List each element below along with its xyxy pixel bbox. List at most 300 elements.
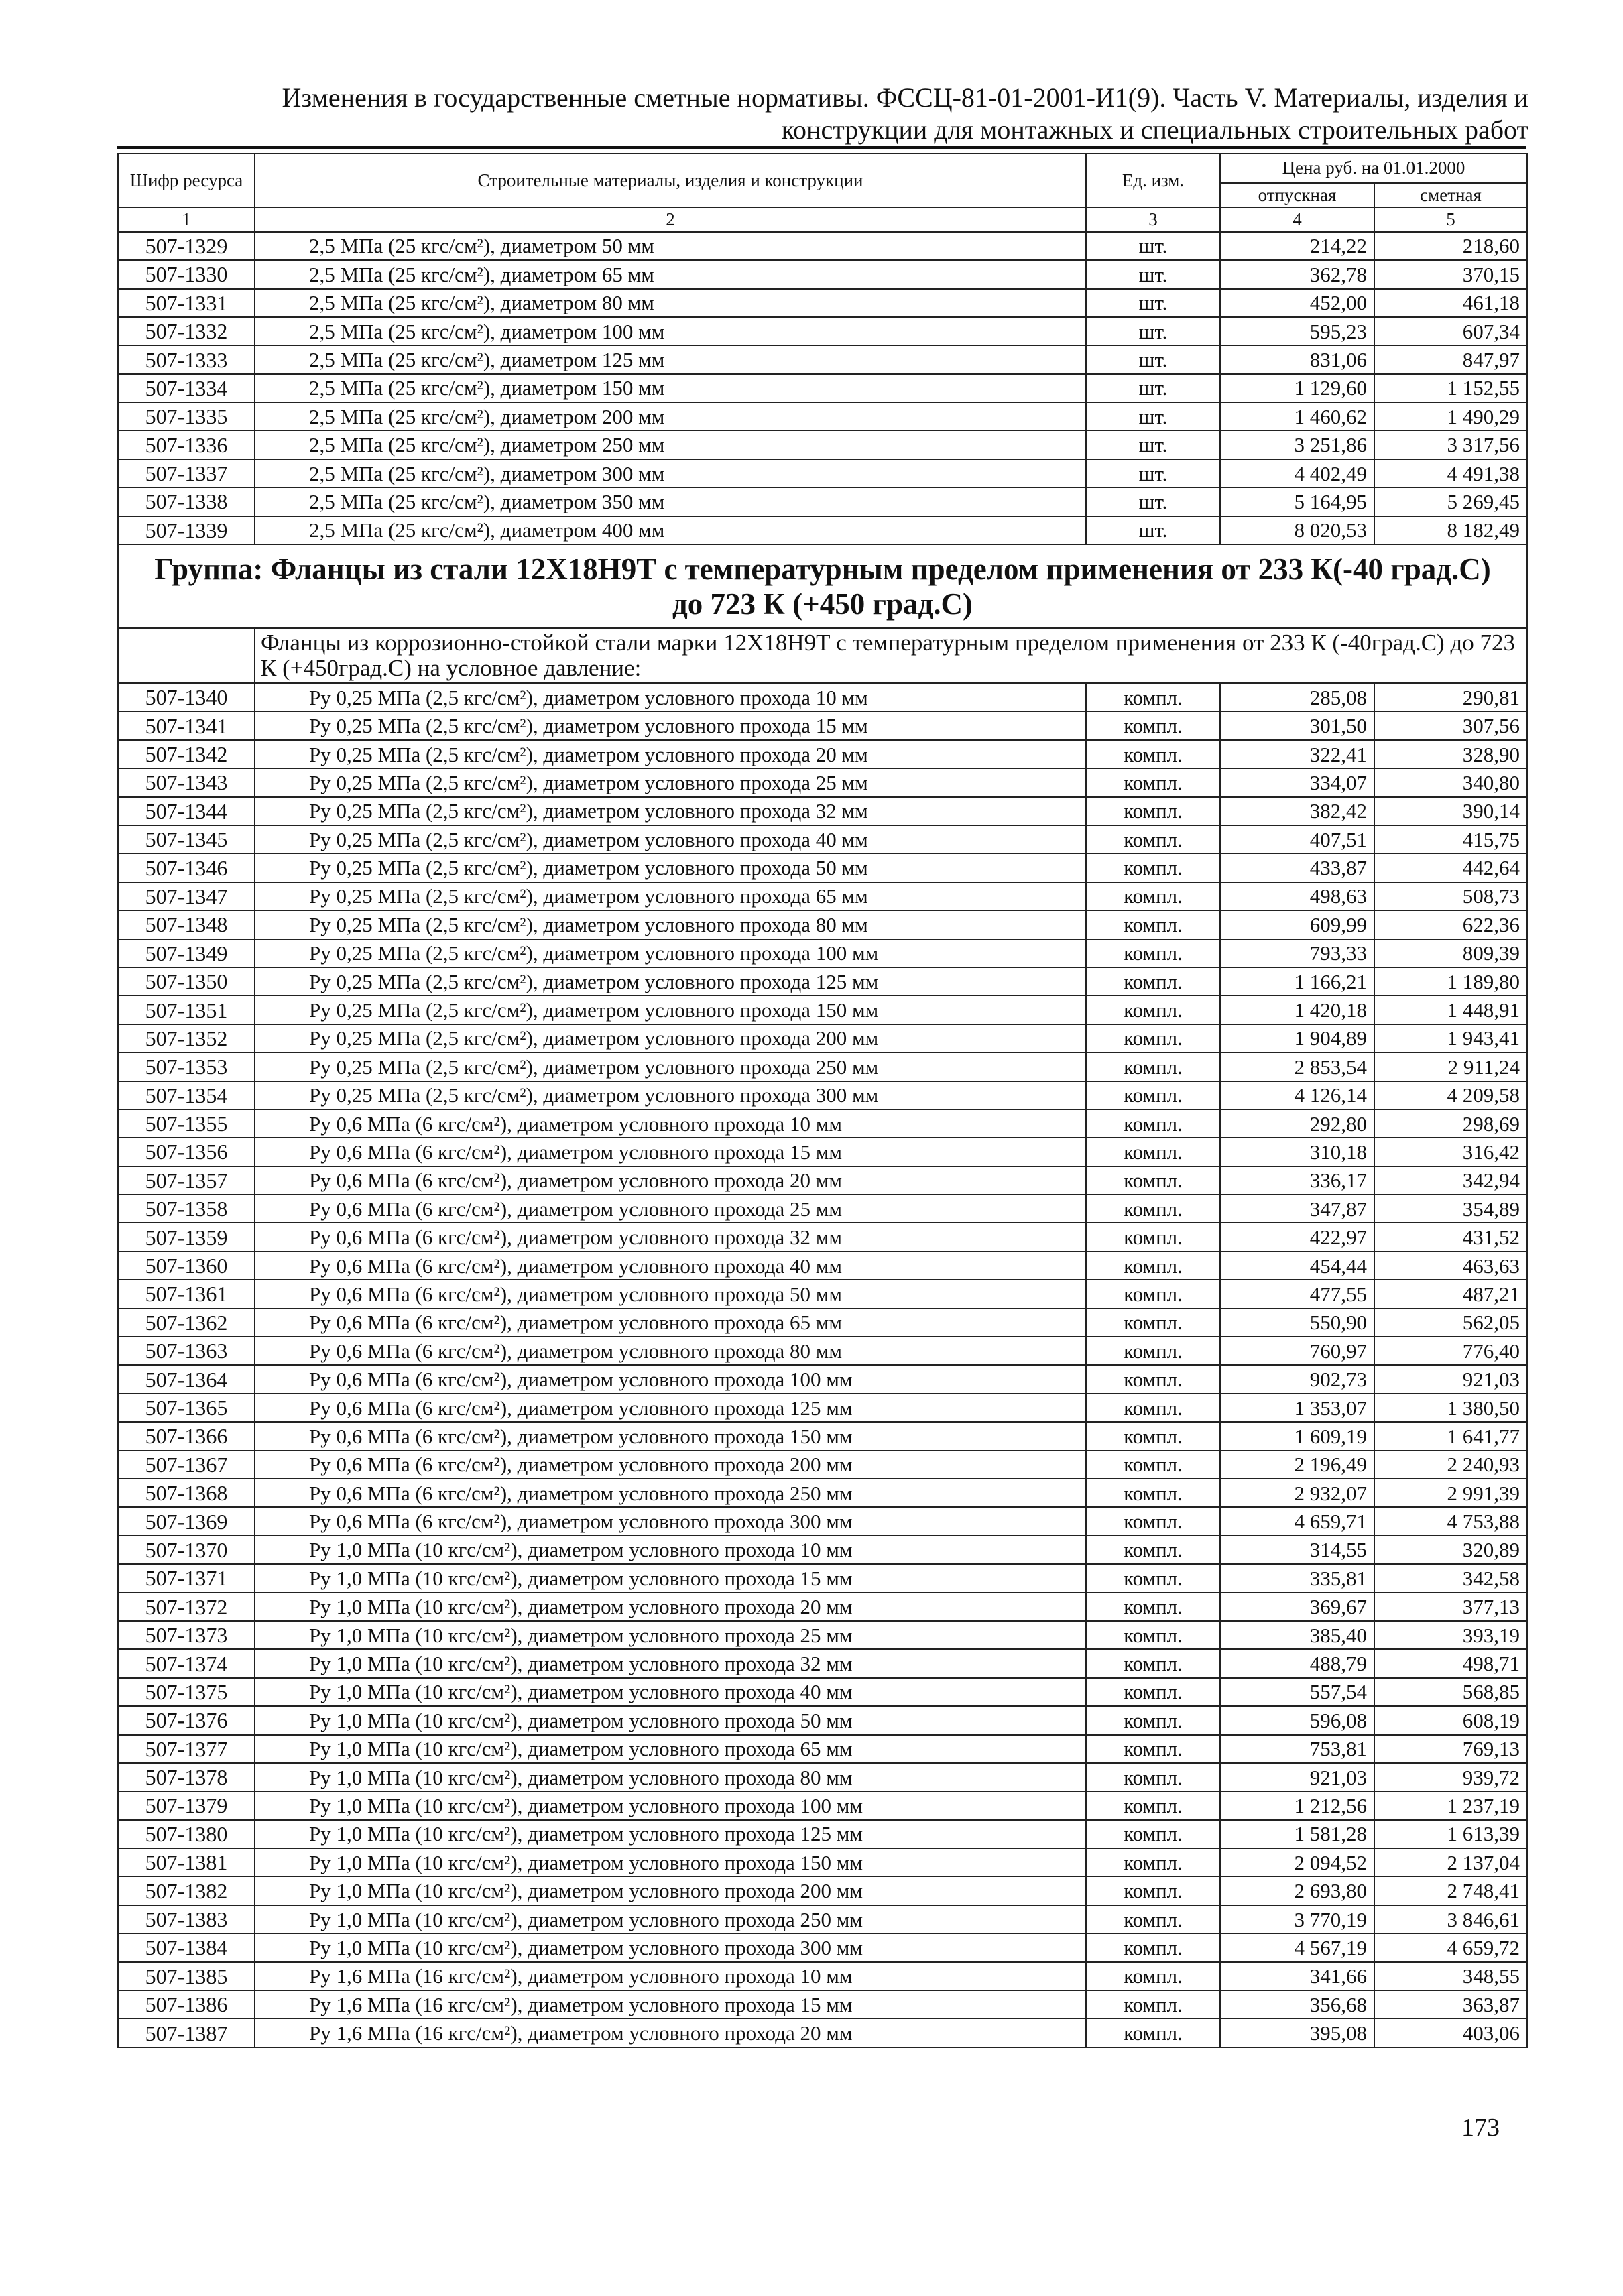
release-price: 488,79	[1220, 1649, 1374, 1677]
resource-code: 507-1377	[118, 1735, 255, 1763]
release-price: 1 609,19	[1220, 1422, 1374, 1450]
table-row	[118, 1905, 1527, 1933]
table-row	[118, 910, 1527, 939]
unit: компл.	[1086, 1962, 1220, 1990]
resource-code: 507-1348	[118, 910, 255, 939]
table-row	[118, 317, 1527, 345]
table-header-row	[118, 154, 1527, 183]
col-header-name: Строительные материалы, изделия и конструкции	[255, 154, 1086, 208]
estimate-price: 463,63	[1374, 1252, 1527, 1280]
release-price: 3 251,86	[1220, 430, 1374, 459]
table-row	[118, 1763, 1527, 1791]
material-name: 2,5 МПа (25 кгс/см²), диаметром 125 мм	[255, 345, 1086, 373]
empty-cell	[118, 628, 255, 683]
estimate-price: 847,97	[1374, 345, 1527, 373]
estimate-price: 342,94	[1374, 1166, 1527, 1195]
material-name: Ру 1,0 МПа (10 кгс/см²), диаметром условного прохода 32 мм	[255, 1649, 1086, 1677]
material-name: 2,5 МПа (25 кгс/см²), диаметром 250 мм	[255, 430, 1086, 459]
table-row	[118, 1933, 1527, 1961]
resource-code: 507-1380	[118, 1820, 255, 1848]
resource-code: 507-1355	[118, 1109, 255, 1138]
material-name: Ру 0,6 МПа (6 кгс/см²), диаметром условного прохода 200 мм	[255, 1451, 1086, 1479]
release-price: 292,80	[1220, 1109, 1374, 1138]
header-line-1: Изменения в государственные сметные нормативы. ФССЦ-81-01-2001-И1(9). Часть V. Материалы, изделия и	[282, 82, 1528, 113]
unit: компл.	[1086, 1138, 1220, 1166]
release-price: 2 932,07	[1220, 1479, 1374, 1507]
material-name: Ру 1,6 МПа (16 кгс/см²), диаметром условного прохода 15 мм	[255, 1990, 1086, 2018]
resource-code: 507-1338	[118, 487, 255, 516]
material-name: 2,5 МПа (25 кгс/см²), диаметром 400 мм	[255, 516, 1086, 544]
estimate-price: 290,81	[1374, 683, 1527, 711]
unit: компл.	[1086, 1394, 1220, 1422]
resource-code: 507-1373	[118, 1621, 255, 1649]
release-price: 1 212,56	[1220, 1791, 1374, 1819]
release-price: 596,08	[1220, 1706, 1374, 1734]
release-price: 477,55	[1220, 1280, 1374, 1308]
table-row	[118, 1848, 1527, 1876]
resource-code: 507-1333	[118, 345, 255, 373]
estimate-price: 431,52	[1374, 1223, 1527, 1251]
table-row	[118, 1678, 1527, 1706]
release-price: 310,18	[1220, 1138, 1374, 1166]
estimate-price: 769,13	[1374, 1735, 1527, 1763]
table-row	[118, 1337, 1527, 1365]
release-price: 921,03	[1220, 1763, 1374, 1791]
estimate-price: 487,21	[1374, 1280, 1527, 1308]
table-row	[118, 683, 1527, 711]
col-header-price: Цена руб. на 01.01.2000	[1220, 154, 1527, 183]
table-row	[118, 1706, 1527, 1734]
release-price: 3 770,19	[1220, 1905, 1374, 1933]
header-line-2: конструкции для монтажных и специальных строительных работ	[781, 115, 1528, 145]
table-row	[118, 430, 1527, 459]
release-price: 831,06	[1220, 345, 1374, 373]
release-price: 4 402,49	[1220, 459, 1374, 487]
estimate-price: 1 237,19	[1374, 1791, 1527, 1819]
resource-code: 507-1362	[118, 1309, 255, 1337]
table-row	[118, 1195, 1527, 1223]
unit: компл.	[1086, 1422, 1220, 1450]
release-price: 341,66	[1220, 1962, 1374, 1990]
release-price: 285,08	[1220, 683, 1374, 711]
material-name: Ру 1,0 МПа (10 кгс/см²), диаметром условного прохода 25 мм	[255, 1621, 1086, 1649]
estimate-price: 921,03	[1374, 1365, 1527, 1393]
material-name: 2,5 МПа (25 кгс/см²), диаметром 80 мм	[255, 289, 1086, 317]
unit: компл.	[1086, 1706, 1220, 1734]
material-name: Ру 0,25 МПа (2,5 кгс/см²), диаметром условного прохода 10 мм	[255, 683, 1086, 711]
resource-code: 507-1384	[118, 1933, 255, 1961]
material-name: Ру 1,0 МПа (10 кгс/см²), диаметром условного прохода 50 мм	[255, 1706, 1086, 1734]
estimate-price: 348,55	[1374, 1962, 1527, 1990]
estimate-price: 415,75	[1374, 825, 1527, 853]
estimate-price: 1 189,80	[1374, 967, 1527, 995]
release-price: 902,73	[1220, 1365, 1374, 1393]
material-name: Ру 0,25 МПа (2,5 кгс/см²), диаметром условного прохода 100 мм	[255, 939, 1086, 967]
material-name: Ру 0,25 МПа (2,5 кгс/см²), диаметром условного прохода 40 мм	[255, 825, 1086, 853]
table-row	[118, 1564, 1527, 1592]
material-name: Ру 1,0 МПа (10 кгс/см²), диаметром условного прохода 125 мм	[255, 1820, 1086, 1848]
table-row	[118, 516, 1527, 544]
resource-code: 507-1370	[118, 1536, 255, 1564]
unit: шт.	[1086, 402, 1220, 430]
material-name: Ру 0,25 МПа (2,5 кгс/см²), диаметром условного прохода 32 мм	[255, 797, 1086, 825]
material-name: Ру 0,6 МПа (6 кгс/см²), диаметром условного прохода 10 мм	[255, 1109, 1086, 1138]
resource-code: 507-1357	[118, 1166, 255, 1195]
table-row	[118, 1791, 1527, 1819]
group-title: Группа: Фланцы из стали 12Х18Н9Т с температурным пределом применения от 233 К(-40 град.С) до 723 К (+450 град.С)	[118, 544, 1527, 628]
resource-code: 507-1341	[118, 711, 255, 739]
estimate-price: 2 991,39	[1374, 1479, 1527, 1507]
table-row	[118, 1451, 1527, 1479]
estimate-price: 320,89	[1374, 1536, 1527, 1564]
resource-code: 507-1343	[118, 768, 255, 796]
material-name: Ру 0,6 МПа (6 кгс/см²), диаметром условного прохода 100 мм	[255, 1365, 1086, 1393]
table-row	[118, 995, 1527, 1024]
estimate-price: 607,34	[1374, 317, 1527, 345]
table-row	[118, 1593, 1527, 1621]
release-price: 382,42	[1220, 797, 1374, 825]
unit: компл.	[1086, 1507, 1220, 1535]
unit: компл.	[1086, 910, 1220, 939]
resource-code: 507-1334	[118, 374, 255, 402]
unit: компл.	[1086, 1252, 1220, 1280]
col-number-1: 1	[118, 208, 255, 232]
unit: компл.	[1086, 2018, 1220, 2047]
resource-code: 507-1375	[118, 1678, 255, 1706]
col-number-3: 3	[1086, 208, 1220, 232]
unit: компл.	[1086, 939, 1220, 967]
material-name: Ру 1,0 МПа (10 кгс/см²), диаметром условного прохода 250 мм	[255, 1905, 1086, 1933]
estimate-price: 1 380,50	[1374, 1394, 1527, 1422]
estimate-price: 393,19	[1374, 1621, 1527, 1649]
unit: компл.	[1086, 825, 1220, 853]
table-row	[118, 1394, 1527, 1422]
release-price: 1 581,28	[1220, 1820, 1374, 1848]
estimate-price: 5 269,45	[1374, 487, 1527, 516]
table-row	[118, 345, 1527, 373]
estimate-price: 3 317,56	[1374, 430, 1527, 459]
table-row	[118, 1223, 1527, 1251]
unit: компл.	[1086, 1593, 1220, 1621]
material-name: Ру 1,0 МПа (10 кгс/см²), диаметром условного прохода 65 мм	[255, 1735, 1086, 1763]
material-name: Ру 1,6 МПа (16 кгс/см²), диаметром условного прохода 20 мм	[255, 2018, 1086, 2047]
unit: компл.	[1086, 1791, 1220, 1819]
column-numbers-row	[118, 208, 1527, 232]
table-row	[118, 374, 1527, 402]
release-price: 452,00	[1220, 289, 1374, 317]
estimate-price: 498,71	[1374, 1649, 1527, 1677]
material-name: Ру 0,6 МПа (6 кгс/см²), диаметром условного прохода 25 мм	[255, 1195, 1086, 1223]
unit: компл.	[1086, 1990, 1220, 2018]
estimate-price: 307,56	[1374, 711, 1527, 739]
col-header-estimate: сметная	[1374, 183, 1527, 208]
release-price: 301,50	[1220, 711, 1374, 739]
resource-code: 507-1360	[118, 1252, 255, 1280]
estimate-price: 2 137,04	[1374, 1848, 1527, 1876]
material-name: Ру 0,6 МПа (6 кгс/см²), диаметром условного прохода 65 мм	[255, 1309, 1086, 1337]
resource-code: 507-1339	[118, 516, 255, 544]
resource-code: 507-1386	[118, 1990, 255, 2018]
material-name: 2,5 МПа (25 кгс/см²), диаметром 150 мм	[255, 374, 1086, 402]
resource-code: 507-1345	[118, 825, 255, 853]
release-price: 334,07	[1220, 768, 1374, 796]
resource-code: 507-1382	[118, 1876, 255, 1905]
unit: компл.	[1086, 740, 1220, 768]
release-price: 498,63	[1220, 882, 1374, 910]
estimate-price: 939,72	[1374, 1763, 1527, 1791]
material-name: Ру 1,6 МПа (16 кгс/см²), диаметром условного прохода 10 мм	[255, 1962, 1086, 1990]
resource-code: 507-1379	[118, 1791, 255, 1819]
estimate-price: 4 491,38	[1374, 459, 1527, 487]
table-row	[118, 1820, 1527, 1848]
release-price: 422,97	[1220, 1223, 1374, 1251]
estimate-price: 1 613,39	[1374, 1820, 1527, 1848]
material-name: Ру 0,6 МПа (6 кгс/см²), диаметром условного прохода 300 мм	[255, 1507, 1086, 1535]
release-price: 1 904,89	[1220, 1024, 1374, 1052]
table-row	[118, 1649, 1527, 1677]
resource-code: 507-1365	[118, 1394, 255, 1422]
release-price: 8 020,53	[1220, 516, 1374, 544]
estimate-price: 8 182,49	[1374, 516, 1527, 544]
unit: шт.	[1086, 459, 1220, 487]
material-name: Ру 0,25 МПа (2,5 кгс/см²), диаметром условного прохода 25 мм	[255, 768, 1086, 796]
estimate-price: 1 943,41	[1374, 1024, 1527, 1052]
table-row	[118, 1962, 1527, 1990]
resource-code: 507-1332	[118, 317, 255, 345]
unit: компл.	[1086, 1081, 1220, 1109]
material-name: Ру 0,6 МПа (6 кгс/см²), диаметром условного прохода 80 мм	[255, 1337, 1086, 1365]
table-row	[118, 1024, 1527, 1052]
estimate-price: 328,90	[1374, 740, 1527, 768]
material-name: Ру 1,0 МПа (10 кгс/см²), диаметром условного прохода 300 мм	[255, 1933, 1086, 1961]
group-description: Фланцы из коррозионно-стойкой стали марки 12Х18Н9Т с температурным пределом применения от 233 К (-40град.С) до 723 К (+450град.С) на условное давление:	[255, 628, 1527, 683]
material-name: Ру 0,25 МПа (2,5 кгс/см²), диаметром условного прохода 125 мм	[255, 967, 1086, 995]
unit: компл.	[1086, 1649, 1220, 1677]
estimate-price: 1 448,91	[1374, 995, 1527, 1024]
material-name: Ру 0,25 МПа (2,5 кгс/см²), диаметром условного прохода 20 мм	[255, 740, 1086, 768]
resource-code: 507-1349	[118, 939, 255, 967]
table-row	[118, 1990, 1527, 2018]
col-number-4: 4	[1220, 208, 1374, 232]
unit: компл.	[1086, 1678, 1220, 1706]
estimate-price: 377,13	[1374, 1593, 1527, 1621]
unit: компл.	[1086, 1933, 1220, 1961]
release-price: 369,67	[1220, 1593, 1374, 1621]
resource-code: 507-1356	[118, 1138, 255, 1166]
table-row	[118, 1621, 1527, 1649]
estimate-price: 340,80	[1374, 768, 1527, 796]
estimate-price: 4 659,72	[1374, 1933, 1527, 1961]
material-name: 2,5 МПа (25 кгс/см²), диаметром 65 мм	[255, 260, 1086, 288]
unit: шт.	[1086, 317, 1220, 345]
unit: компл.	[1086, 1820, 1220, 1848]
estimate-price: 390,14	[1374, 797, 1527, 825]
estimate-price: 442,64	[1374, 853, 1527, 882]
resource-code: 507-1366	[118, 1422, 255, 1450]
estimate-price: 568,85	[1374, 1678, 1527, 1706]
release-price: 433,87	[1220, 853, 1374, 882]
resource-code: 507-1351	[118, 995, 255, 1024]
release-price: 4 126,14	[1220, 1081, 1374, 1109]
material-name: Ру 0,25 МПа (2,5 кгс/см²), диаметром условного прохода 200 мм	[255, 1024, 1086, 1052]
table-row	[118, 1536, 1527, 1564]
unit: шт.	[1086, 374, 1220, 402]
col-header-code: Шифр ресурса	[118, 154, 255, 208]
material-name: Ру 0,6 МПа (6 кгс/см²), диаметром условного прохода 125 мм	[255, 1394, 1086, 1422]
estimate-price: 1 490,29	[1374, 402, 1527, 430]
material-name: Ру 0,25 МПа (2,5 кгс/см²), диаметром условного прохода 150 мм	[255, 995, 1086, 1024]
table-row	[118, 882, 1527, 910]
material-name: 2,5 МПа (25 кгс/см²), диаметром 300 мм	[255, 459, 1086, 487]
unit: компл.	[1086, 1166, 1220, 1195]
unit: компл.	[1086, 1024, 1220, 1052]
resource-code: 507-1337	[118, 459, 255, 487]
resource-code: 507-1336	[118, 430, 255, 459]
material-name: Ру 0,6 МПа (6 кгс/см²), диаметром условного прохода 50 мм	[255, 1280, 1086, 1308]
resource-code: 507-1359	[118, 1223, 255, 1251]
release-price: 4 659,71	[1220, 1507, 1374, 1535]
unit: компл.	[1086, 1536, 1220, 1564]
resource-code: 507-1331	[118, 289, 255, 317]
material-name: Ру 1,0 МПа (10 кгс/см²), диаметром условного прохода 15 мм	[255, 1564, 1086, 1592]
table-row	[118, 939, 1527, 967]
release-price: 2 196,49	[1220, 1451, 1374, 1479]
unit: компл.	[1086, 1763, 1220, 1791]
unit: компл.	[1086, 967, 1220, 995]
estimate-price: 1 641,77	[1374, 1422, 1527, 1450]
table-row	[118, 825, 1527, 853]
material-name: 2,5 МПа (25 кгс/см²), диаметром 200 мм	[255, 402, 1086, 430]
resource-code: 507-1342	[118, 740, 255, 768]
page-number: 173	[1461, 2114, 1500, 2142]
table-row	[118, 1422, 1527, 1450]
estimate-price: 316,42	[1374, 1138, 1527, 1166]
table-row	[118, 289, 1527, 317]
material-name: Ру 0,6 МПа (6 кгс/см²), диаметром условного прохода 250 мм	[255, 1479, 1086, 1507]
release-price: 385,40	[1220, 1621, 1374, 1649]
table-row	[118, 1166, 1527, 1195]
material-name: Ру 1,0 МПа (10 кгс/см²), диаметром условного прохода 80 мм	[255, 1763, 1086, 1791]
resource-code: 507-1381	[118, 1848, 255, 1876]
unit: компл.	[1086, 1876, 1220, 1905]
release-price: 356,68	[1220, 1990, 1374, 2018]
material-name: Ру 1,0 МПа (10 кгс/см²), диаметром условного прохода 100 мм	[255, 1791, 1086, 1819]
estimate-price: 342,58	[1374, 1564, 1527, 1592]
release-price: 454,44	[1220, 1252, 1374, 1280]
estimate-price: 363,87	[1374, 1990, 1527, 2018]
unit: шт.	[1086, 345, 1220, 373]
material-name: Ру 0,6 МПа (6 кгс/см²), диаметром условного прохода 32 мм	[255, 1223, 1086, 1251]
resource-code: 507-1363	[118, 1337, 255, 1365]
material-name: Ру 1,0 МПа (10 кгс/см²), диаметром условного прохода 150 мм	[255, 1848, 1086, 1876]
unit: компл.	[1086, 1564, 1220, 1592]
table-row	[118, 768, 1527, 796]
table-row	[118, 260, 1527, 288]
unit: компл.	[1086, 995, 1220, 1024]
material-name: Ру 0,6 МПа (6 кгс/см²), диаметром условного прохода 40 мм	[255, 1252, 1086, 1280]
material-name: Ру 0,25 МПа (2,5 кгс/см²), диаметром условного прохода 300 мм	[255, 1081, 1086, 1109]
material-name: Ру 1,0 МПа (10 кгс/см²), диаметром условного прохода 20 мм	[255, 1593, 1086, 1621]
col-number-5: 5	[1374, 208, 1527, 232]
release-price: 557,54	[1220, 1678, 1374, 1706]
estimate-price: 562,05	[1374, 1309, 1527, 1337]
unit: компл.	[1086, 1280, 1220, 1308]
unit: компл.	[1086, 1223, 1220, 1251]
unit: компл.	[1086, 1195, 1220, 1223]
estimate-price: 508,73	[1374, 882, 1527, 910]
estimate-price: 4 753,88	[1374, 1507, 1527, 1535]
col-number-2: 2	[255, 208, 1086, 232]
estimate-price: 776,40	[1374, 1337, 1527, 1365]
estimate-price: 461,18	[1374, 289, 1527, 317]
unit: компл.	[1086, 1337, 1220, 1365]
unit: компл.	[1086, 1109, 1220, 1138]
table-row	[118, 1507, 1527, 1535]
resource-code: 507-1378	[118, 1763, 255, 1791]
release-price: 335,81	[1220, 1564, 1374, 1592]
material-name: Ру 0,6 МПа (6 кгс/см²), диаметром условного прохода 15 мм	[255, 1138, 1086, 1166]
estimate-price: 298,69	[1374, 1109, 1527, 1138]
resource-code: 507-1330	[118, 260, 255, 288]
price-table	[117, 153, 1528, 2048]
resource-code: 507-1364	[118, 1365, 255, 1393]
release-price: 2 693,80	[1220, 1876, 1374, 1905]
release-price: 753,81	[1220, 1735, 1374, 1763]
resource-code: 507-1371	[118, 1564, 255, 1592]
material-name: Ру 1,0 МПа (10 кгс/см²), диаметром условного прохода 200 мм	[255, 1876, 1086, 1905]
unit: компл.	[1086, 683, 1220, 711]
group-heading-row	[118, 544, 1527, 628]
resource-code: 507-1352	[118, 1024, 255, 1052]
table-row	[118, 459, 1527, 487]
unit: шт.	[1086, 289, 1220, 317]
release-price: 1 166,21	[1220, 967, 1374, 995]
table-row	[118, 853, 1527, 882]
material-name: Ру 0,25 МПа (2,5 кгс/см²), диаметром условного прохода 15 мм	[255, 711, 1086, 739]
table-row	[118, 1479, 1527, 1507]
resource-code: 507-1340	[118, 683, 255, 711]
table-row	[118, 740, 1527, 768]
resource-code: 507-1367	[118, 1451, 255, 1479]
release-price: 407,51	[1220, 825, 1374, 853]
resource-code: 507-1354	[118, 1081, 255, 1109]
material-name: Ру 0,25 МПа (2,5 кгс/см²), диаметром условного прохода 65 мм	[255, 882, 1086, 910]
material-name: Ру 0,6 МПа (6 кгс/см²), диаметром условного прохода 150 мм	[255, 1422, 1086, 1450]
resource-code: 507-1329	[118, 232, 255, 260]
material-name: 2,5 МПа (25 кгс/см²), диаметром 100 мм	[255, 317, 1086, 345]
estimate-price: 2 240,93	[1374, 1451, 1527, 1479]
estimate-price: 1 152,55	[1374, 374, 1527, 402]
release-price: 347,87	[1220, 1195, 1374, 1223]
resource-code: 507-1346	[118, 853, 255, 882]
resource-code: 507-1361	[118, 1280, 255, 1308]
resource-code: 507-1335	[118, 402, 255, 430]
estimate-price: 218,60	[1374, 232, 1527, 260]
resource-code: 507-1372	[118, 1593, 255, 1621]
release-price: 322,41	[1220, 740, 1374, 768]
release-price: 1 129,60	[1220, 374, 1374, 402]
table-row	[118, 487, 1527, 516]
col-header-release: отпускная	[1220, 183, 1374, 208]
table-row	[118, 1309, 1527, 1337]
release-price: 1 420,18	[1220, 995, 1374, 1024]
unit: шт.	[1086, 430, 1220, 459]
unit: компл.	[1086, 1621, 1220, 1649]
release-price: 1 460,62	[1220, 402, 1374, 430]
group-description-row	[118, 628, 1527, 683]
table-row	[118, 1252, 1527, 1280]
unit: компл.	[1086, 882, 1220, 910]
